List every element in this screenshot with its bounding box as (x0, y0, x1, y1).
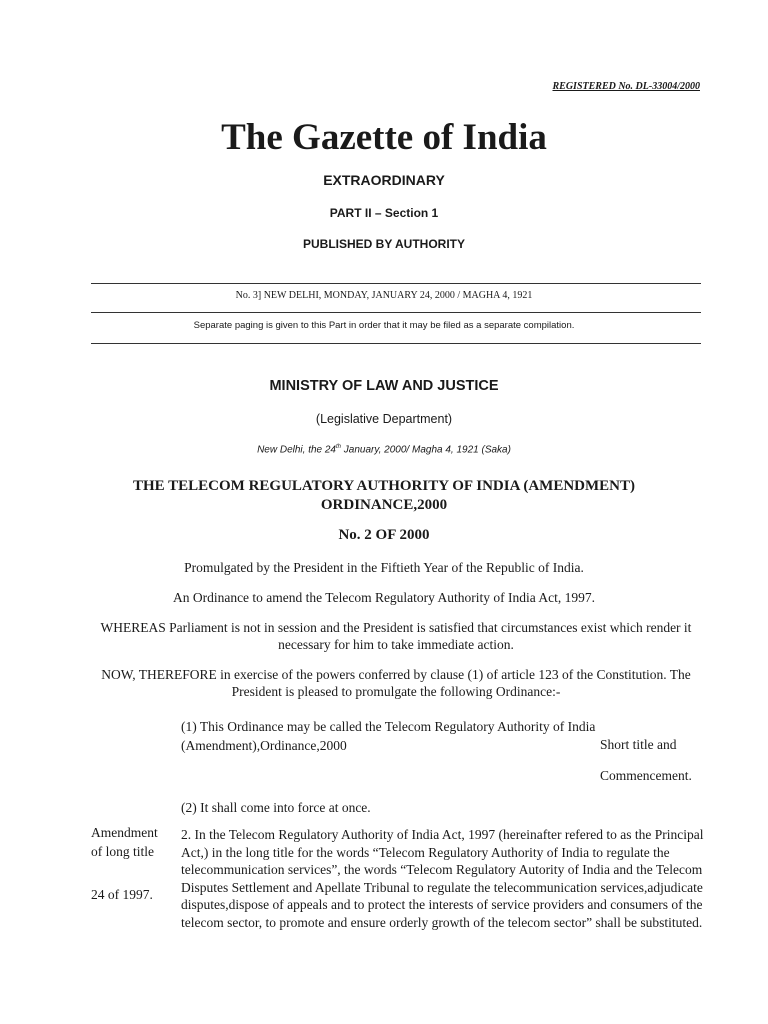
ordinance-title-line-2: ORDINANCE,2000 (320, 497, 448, 513)
published-by-authority: PUBLISHED BY AUTHORITY (302, 237, 465, 251)
dateline (0, 444, 768, 455)
issue-line: No. 3] NEW DELHI, MONDAY, JANUARY 24, 2000 / MAGHA 4, 1921 (235, 290, 533, 301)
section-2-text: 2. In the Telecom Regulatory Authority of India Act, 1997 (hereinafter refered to as the Principal Act,) in the long title for the words “Telecom Regulatory Authority of India to regulate the telecommunication services”, the words “Telecom Regulatory Autority of India and the Telecom Disputes Settlement and Apellate Tribunal to regulate the telecommunication services,adjudicate disputes,dispose of appeals and to protect the interests of service providers and consumers of the telecom sector, to promote and ensure orderly growth of the telecom sector” shall be substituted. (181, 827, 704, 930)
promulgation-statement: Promulgated by the President in the Fiftieth Year of the Republic of India. (184, 560, 584, 575)
now-therefore-paragraph: NOW, THEREFORE in exercise of the powers conferred by clause (1) of article 123 of the Constitution. The President is pleased to promulgate the following Ordinance:- (101, 667, 691, 699)
ordinance-title (0, 477, 768, 515)
margin-note-amendment: Amendment of long title (91, 825, 158, 859)
header-divider-middle (91, 312, 701, 313)
clause-1: (1) This Ordinance may be called the Telecom Regulatory Authority of India (Amendment),Ordinance,2000 (181, 719, 596, 753)
separate-paging-note: Separate paging is given to this Part in order that it may be filed as a separate compilation. (193, 320, 575, 331)
whereas-paragraph: WHEREAS Parliament is not in session and the President is satisfied that circumstances exist which render it necessary for him to take immediate action. (100, 620, 692, 652)
ordinance-purpose: An Ordinance to amend the Telecom Regulatory Authority of India Act, 1997. (172, 590, 596, 605)
margin-note-act-reference: 24 of 1997. (91, 887, 153, 902)
dateline-superscript: th (336, 444, 342, 450)
header-divider-top (91, 283, 701, 284)
dateline-suffix: January, 2000/ Magha 4, 1921 (Saka) (341, 444, 511, 456)
department-subheading: (Legislative Department) (315, 412, 453, 426)
margin-note-commencement: Commencement. (600, 768, 692, 783)
ordinance-title-line-1: THE TELECOM REGULATORY AUTHORITY OF INDIA (AMENDMENT) (132, 478, 636, 494)
ordinance-number: No. 2 OF 2000 (338, 527, 430, 543)
part-section-label: PART II – Section 1 (329, 206, 439, 220)
header-divider-bottom (91, 343, 701, 344)
dateline-prefix: New Delhi, the 24 (257, 444, 336, 456)
gazette-title: The Gazette of India (221, 117, 547, 158)
clause-2: (2) It shall come into force at once. (181, 800, 371, 815)
margin-note-short-title: Short title and (600, 737, 677, 752)
registration-number: REGISTERED No. DL-33004/2000 (552, 81, 700, 92)
ministry-heading: MINISTRY OF LAW AND JUSTICE (269, 378, 499, 394)
extraordinary-label: EXTRAORDINARY (323, 172, 445, 188)
